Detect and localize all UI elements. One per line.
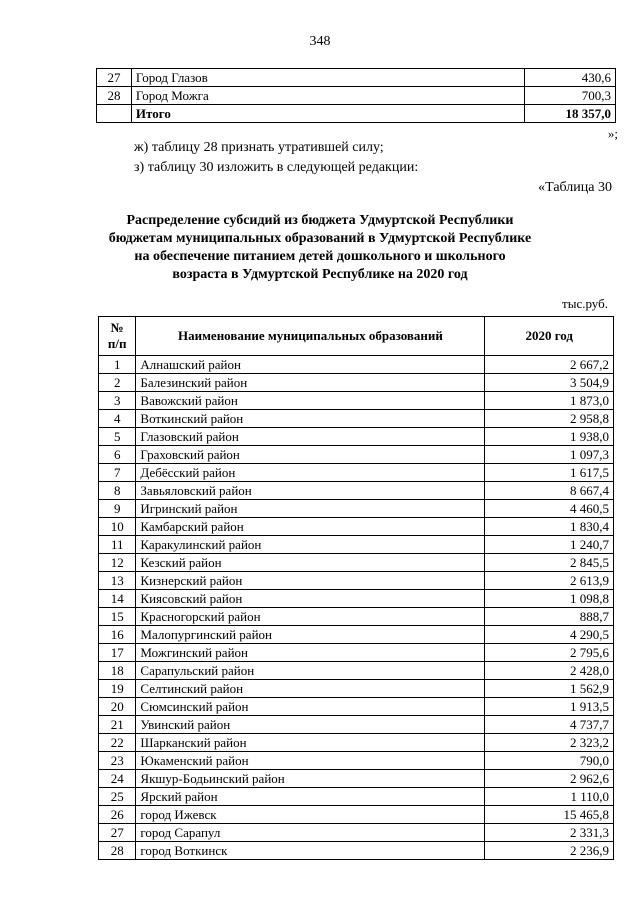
- row-number: 27: [97, 69, 132, 87]
- subsidy-value: 15 465,8: [485, 806, 614, 824]
- subsidy-value: 1 913,5: [485, 698, 614, 716]
- subsidy-value: 2 845,5: [485, 554, 614, 572]
- municipality-name: Граховский район: [136, 446, 485, 464]
- table-heading: [100, 212, 540, 284]
- table-row: [99, 806, 614, 824]
- row-number: 7: [99, 464, 136, 482]
- total-label: Итого: [131, 105, 524, 123]
- subsidy-value: 2 667,2: [485, 356, 614, 374]
- row-number: 18: [99, 662, 136, 680]
- row-number: 16: [99, 626, 136, 644]
- row-number: 21: [99, 716, 136, 734]
- subsidy-value: 1 830,4: [485, 518, 614, 536]
- row-number: 28: [99, 842, 136, 860]
- row-number: 5: [99, 428, 136, 446]
- table-row: [99, 518, 614, 536]
- row-number: 2: [99, 374, 136, 392]
- table-row: [99, 662, 614, 680]
- row-number: 20: [99, 698, 136, 716]
- subsidy-value: 4 290,5: [485, 626, 614, 644]
- row-number: 10: [99, 518, 136, 536]
- page-number: 348: [309, 34, 331, 49]
- municipality-name: город Ижевск: [136, 806, 485, 824]
- header-year: 2020 год: [485, 317, 614, 356]
- row-number: 23: [99, 752, 136, 770]
- row-number: 6: [99, 446, 136, 464]
- paragraph-z: з) таблицу 30 изложить в следующей редакции:: [134, 160, 419, 175]
- table-row: [99, 356, 614, 374]
- subsidy-value: 430,6: [525, 69, 616, 87]
- subsidy-value: 700,3: [525, 87, 616, 105]
- municipality-name: Город Можга: [131, 87, 524, 105]
- subsidy-value: 4 737,7: [485, 716, 614, 734]
- subsidy-value: 2 962,6: [485, 770, 614, 788]
- table-row: [99, 500, 614, 518]
- row-number: 13: [99, 572, 136, 590]
- table-row: [99, 770, 614, 788]
- header-number: [99, 317, 136, 356]
- municipality-name: город Воткинск: [136, 842, 485, 860]
- subsidy-value: 2 428,0: [485, 662, 614, 680]
- municipality-name: Увинский район: [136, 716, 485, 734]
- table-row: [99, 554, 614, 572]
- row-number: 22: [99, 734, 136, 752]
- municipality-name: Каракулинский район: [136, 536, 485, 554]
- municipality-name: Глазовский район: [136, 428, 485, 446]
- subsidy-value: 2 331,3: [485, 824, 614, 842]
- subsidy-value: 2 795,6: [485, 644, 614, 662]
- total-value: 18 357,0: [525, 105, 616, 123]
- row-number: 11: [99, 536, 136, 554]
- subsidy-value: 790,0: [485, 752, 614, 770]
- row-number: 8: [99, 482, 136, 500]
- table-row: [99, 824, 614, 842]
- row-number: 28: [97, 87, 132, 105]
- heading-line: Распределение субсидий из бюджета Удмуртской Республики: [126, 213, 514, 228]
- municipality-name: Город Глазов: [131, 69, 524, 87]
- header-number-line2: п/п: [107, 336, 127, 351]
- table-row: [99, 392, 614, 410]
- municipality-name: Балезинский район: [136, 374, 485, 392]
- subsidy-value: 1 617,5: [485, 464, 614, 482]
- subsidy-value: 1 110,0: [485, 788, 614, 806]
- municipality-name: Ярский район: [136, 788, 485, 806]
- table-row: [99, 842, 614, 860]
- municipality-name: Сюмсинский район: [136, 698, 485, 716]
- closing-quote-mark: »;: [607, 126, 618, 141]
- table-row: [99, 590, 614, 608]
- subsidy-value: 3 504,9: [485, 374, 614, 392]
- table-label: «Таблица 30: [538, 180, 612, 195]
- table-row: [99, 464, 614, 482]
- header-name: Наименование муниципальных образований: [136, 317, 485, 356]
- table-row: [99, 428, 614, 446]
- row-number: 3: [99, 392, 136, 410]
- table-row: [99, 374, 614, 392]
- municipality-name: Камбарский район: [136, 518, 485, 536]
- previous-table-end: [96, 68, 616, 123]
- municipality-name: Киясовский район: [136, 590, 485, 608]
- header-number-line1: №: [110, 320, 124, 335]
- heading-line: бюджетам муниципальных образований в Удмуртской Республике: [108, 231, 532, 246]
- header-row: [99, 317, 614, 356]
- municipality-name: Шарканский район: [136, 734, 485, 752]
- table-row: [97, 87, 616, 105]
- paragraph-zh: ж) таблицу 28 признать утратившей силу;: [134, 140, 384, 155]
- subsidy-value: 2 236,9: [485, 842, 614, 860]
- subsidy-value: 2 958,8: [485, 410, 614, 428]
- table-row: [99, 734, 614, 752]
- subsidy-table-body: [99, 356, 614, 860]
- table-row: [99, 680, 614, 698]
- row-number: 12: [99, 554, 136, 572]
- municipality-name: Кизнерский район: [136, 572, 485, 590]
- table-row: [99, 752, 614, 770]
- row-number: 9: [99, 500, 136, 518]
- municipality-name: Игринский район: [136, 500, 485, 518]
- municipality-name: Юкаменский район: [136, 752, 485, 770]
- units-label: тыс.руб.: [562, 296, 608, 311]
- subsidy-value: 2 613,9: [485, 572, 614, 590]
- heading-line: возраста в Удмуртской Республике на 2020 год: [172, 267, 468, 282]
- subsidy-table: [98, 316, 614, 860]
- municipality-name: Селтинский район: [136, 680, 485, 698]
- table-row: [99, 536, 614, 554]
- subsidy-value: 8 667,4: [485, 482, 614, 500]
- municipality-name: Алнашский район: [136, 356, 485, 374]
- row-number: 17: [99, 644, 136, 662]
- municipality-name: Малопургинский район: [136, 626, 485, 644]
- municipality-name: Кезский район: [136, 554, 485, 572]
- row-number: 26: [99, 806, 136, 824]
- subsidy-value: 1 938,0: [485, 428, 614, 446]
- total-empty-cell: [97, 105, 132, 123]
- table-row: [97, 69, 616, 87]
- subsidy-value: 1 562,9: [485, 680, 614, 698]
- row-number: 1: [99, 356, 136, 374]
- table-row: [99, 446, 614, 464]
- municipality-name: Вавожский район: [136, 392, 485, 410]
- subsidy-value: 888,7: [485, 608, 614, 626]
- subsidy-value: 1 240,7: [485, 536, 614, 554]
- row-number: 27: [99, 824, 136, 842]
- subsidy-value: 1 098,8: [485, 590, 614, 608]
- table-row: [99, 788, 614, 806]
- row-number: 4: [99, 410, 136, 428]
- table-row: [99, 572, 614, 590]
- previous-table-body: [97, 69, 616, 123]
- municipality-name: город Сарапул: [136, 824, 485, 842]
- municipality-name: Якшур-Бодьинский район: [136, 770, 485, 788]
- municipality-name: Воткинский район: [136, 410, 485, 428]
- table-row: [99, 644, 614, 662]
- row-number: 24: [99, 770, 136, 788]
- municipality-name: Сарапульский район: [136, 662, 485, 680]
- row-number: 15: [99, 608, 136, 626]
- municipality-name: Красногорский район: [136, 608, 485, 626]
- municipality-name: Завьяловский район: [136, 482, 485, 500]
- table-row: [99, 626, 614, 644]
- table-row: [99, 482, 614, 500]
- table-row: [99, 698, 614, 716]
- row-number: 19: [99, 680, 136, 698]
- row-number: 14: [99, 590, 136, 608]
- table-row: [99, 410, 614, 428]
- municipality-name: Дебёсский район: [136, 464, 485, 482]
- heading-line: на обеспечение питанием детей дошкольного и школьного: [134, 249, 506, 264]
- subsidy-value: 4 460,5: [485, 500, 614, 518]
- total-row: [97, 105, 616, 123]
- table-row: [99, 608, 614, 626]
- subsidy-value: 2 323,2: [485, 734, 614, 752]
- subsidy-value: 1 097,3: [485, 446, 614, 464]
- subsidy-value: 1 873,0: [485, 392, 614, 410]
- municipality-name: Можгинский район: [136, 644, 485, 662]
- table-row: [99, 716, 614, 734]
- row-number: 25: [99, 788, 136, 806]
